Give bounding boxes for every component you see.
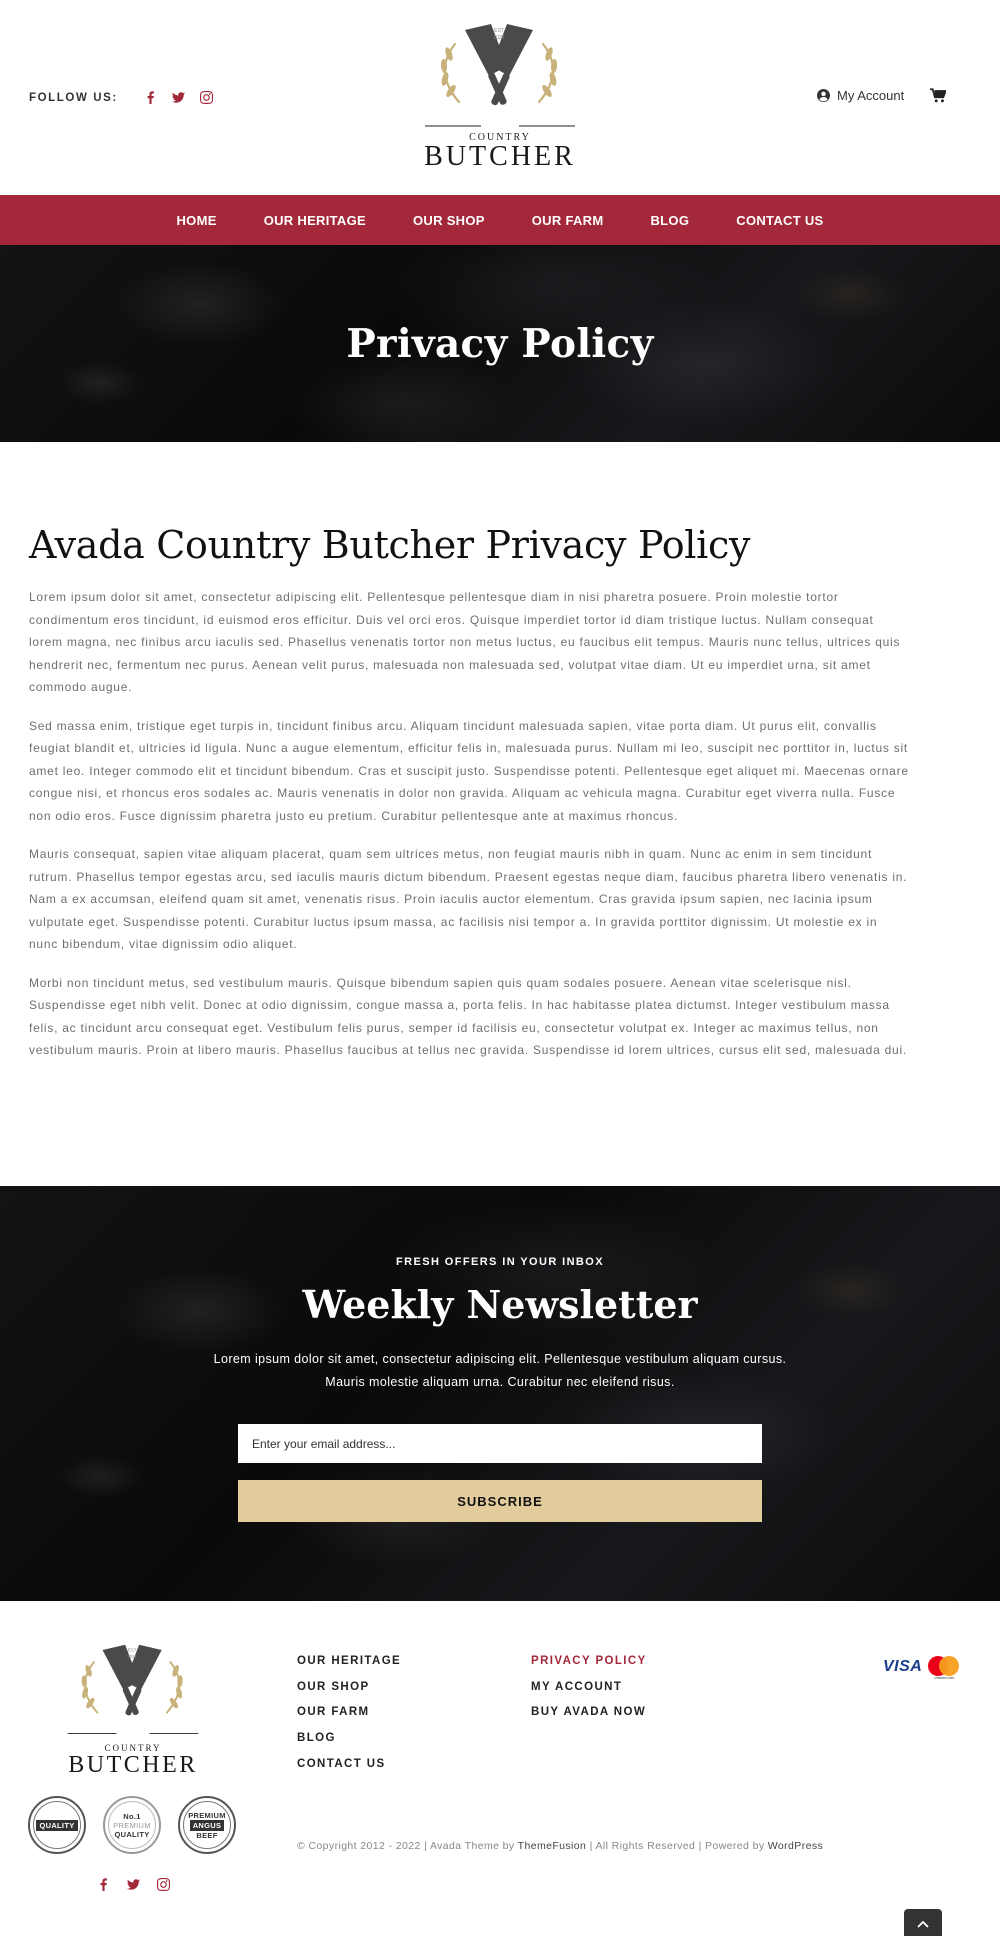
visa-icon: VISA xyxy=(883,1658,923,1675)
twitter-icon[interactable] xyxy=(127,1878,141,1891)
badge-ring xyxy=(183,1801,231,1849)
logo-country: COUNTRY xyxy=(469,132,531,143)
cart-icon[interactable] xyxy=(930,88,946,107)
my-account-link[interactable] xyxy=(817,88,904,103)
footer-social xyxy=(97,1878,171,1891)
footer-logo-country: COUNTRY xyxy=(104,1743,162,1753)
instagram-icon[interactable] xyxy=(157,1878,171,1891)
footer-link-my-account[interactable]: MY ACCOUNT xyxy=(531,1680,623,1693)
newsletter-text xyxy=(190,1348,810,1394)
mastercard-label: mastercard xyxy=(934,1675,955,1680)
badge-top: PREMIUM xyxy=(188,1810,226,1820)
cleaver-logo-icon xyxy=(415,22,585,130)
cleaver-logo-icon xyxy=(58,1643,208,1737)
copyright-prefix: © Copyright 2012 - 2022 | Avada Theme by xyxy=(297,1840,518,1852)
quality-badge xyxy=(28,1796,86,1854)
follow-us xyxy=(29,91,214,104)
nav-home[interactable]: HOME xyxy=(176,212,217,228)
angus-beef-badge xyxy=(178,1796,236,1854)
newsletter-text-line1: Lorem ipsum dolor sit amet, consectetur adipiscing elit. Pellentesque vestibulum aliquam cursus. xyxy=(213,1352,787,1366)
wordpress-link[interactable]: WordPress xyxy=(767,1840,824,1852)
nav-contact-us[interactable]: CONTACT US xyxy=(736,212,824,228)
payment-methods xyxy=(883,1656,960,1678)
nav-our-heritage[interactable]: OUR HERITAGE xyxy=(263,212,366,228)
subscribe-button[interactable]: SUBSCRIBE xyxy=(238,1480,762,1522)
footer-link-our-heritage[interactable]: OUR HERITAGE xyxy=(297,1655,402,1667)
main-nav xyxy=(0,195,1000,245)
badge-top: No.1 xyxy=(123,1811,141,1821)
footer-links-col2 xyxy=(531,1649,647,1726)
nav-blog[interactable]: BLOG xyxy=(650,212,690,228)
my-account-label: My Account xyxy=(837,88,905,103)
newsletter-email-input[interactable] xyxy=(238,1424,762,1463)
badge-bottom: QUALITY xyxy=(114,1829,150,1839)
facebook-icon[interactable] xyxy=(144,91,158,104)
svg-text:2021: 2021 xyxy=(127,1653,137,1659)
svg-text:EST: EST xyxy=(127,1647,137,1653)
header-social xyxy=(144,91,214,104)
instagram-icon[interactable] xyxy=(200,91,214,104)
logo-butcher: BUTCHER xyxy=(424,141,576,172)
site-footer xyxy=(0,1601,1000,1936)
newsletter-text-line2: Mauris molestie aliquam urna. Curabitur nec eleifend risus. xyxy=(325,1375,675,1389)
back-to-top-button[interactable] xyxy=(904,1909,942,1936)
badge-bottom: BEEF xyxy=(196,1830,218,1840)
site-header xyxy=(0,0,1000,195)
badge-label: ANGUS xyxy=(190,1820,225,1831)
newsletter-section xyxy=(0,1186,1000,1601)
footer-link-buy-avada[interactable]: BUY AVADA NOW xyxy=(531,1706,647,1719)
nav-our-shop[interactable]: OUR SHOP xyxy=(413,212,485,228)
quality-badges xyxy=(28,1796,236,1854)
footer-link-our-farm[interactable]: OUR FARM xyxy=(297,1706,370,1719)
footer-logo-butcher: BUTCHER xyxy=(68,1752,198,1778)
page-hero xyxy=(0,245,1000,442)
badge-label: QUALITY xyxy=(36,1820,77,1831)
copyright-middle: | All Rights Reserved | Powered by xyxy=(586,1840,768,1852)
mastercard-icon xyxy=(928,1656,960,1678)
svg-text:2021: 2021 xyxy=(493,35,505,41)
premium-quality-badge xyxy=(103,1796,161,1854)
policy-paragraph: Mauris consequat, sapien vitae aliquam placerat, quam sem ultrices metus, non feugiat mauris nibh in quam. Nunc ac enim in sem tincidunt rutrum. Phasellus tempor egestas arcu, sed iaculis mauris dictum bibendum. Praesent egestas neque diam, faucibus pharetra libero venenatis in. Nam a ex accumsan, eleifend quam sit amet, venenatis risus. Proin iaculis auctor elementum. Cras gravida ipsum sapien, nec lacinia ipsum vulputate eget. Suspendisse potenti. Curabitur luctus ipsum massa, ac facilisis nisi tempor a. In gravida porttitor dignissim. Ut molestie ex in nunc bibendum, vitae dignissim odio aliquet. xyxy=(29,847,908,951)
copyright-text xyxy=(297,1840,823,1852)
chevron-up-icon xyxy=(917,1920,929,1928)
follow-us-label: FOLLOW US: xyxy=(29,91,118,104)
twitter-icon[interactable] xyxy=(172,91,186,104)
footer-link-privacy-policy[interactable]: PRIVACY POLICY xyxy=(531,1655,647,1667)
footer-link-our-shop[interactable]: OUR SHOP xyxy=(297,1680,370,1693)
themefusion-link[interactable]: ThemeFusion xyxy=(517,1840,587,1852)
footer-logo[interactable] xyxy=(58,1643,208,1777)
user-circle-icon xyxy=(817,89,830,102)
footer-link-blog[interactable]: BLOG xyxy=(297,1732,336,1745)
policy-content xyxy=(29,520,909,1078)
newsletter-title: Weekly Newsletter xyxy=(302,1282,698,1327)
policy-paragraph: Lorem ipsum dolor sit amet, consectetur adipiscing elit. Pellentesque pellentesque diam in nisi pharetra posuere. Proin molestie tortor condimentum eros tincidunt, id euismod eros efficitur. Duis vel orci eros. Quisque imperdiet tortor id diam tristique luctus. Nullam consequat lorem magna, nec finibus arcu iaculis sed. Phasellus venenatis tortor non metus luctus, eu faucibus elit tempus. Mauris nunc tellus, ultrices quis hendrerit nec, fermentum nec purus. Aenean velit purus, malesuada non malesuada sed, volutpat vitae diam. Ut eu imperdiet urna, sit amet commodo augue. xyxy=(29,590,901,694)
policy-paragraph: Morbi non tincidunt metus, sed vestibulum mauris. Quisque bibendum sapien quis quam sodales posuere. Aenean vitae scelerisque nisl. Suspendisse eget nibh velit. Donec at odio dignissim, congue massa a, porta felis. In hac habitasse platea dictumst. Integer vestibulum massa felis, ac tincidunt arcu consequat eget. Vestibulum felis purus, semper id facilisis eu, consectetur volutpat ex. Integer ac maximus tellus, non vestibulum mauris. Proin at libero mauris. Phasellus faucibus at tellus nec gravida. Suspendisse id lorem ultrices, cursus elit sed, malesuada dui. xyxy=(29,975,907,1057)
footer-link-contact-us[interactable]: CONTACT US xyxy=(297,1757,386,1770)
facebook-icon[interactable] xyxy=(97,1878,111,1891)
footer-links-col1 xyxy=(297,1649,401,1778)
badge-label: PREMIUM xyxy=(113,1820,151,1830)
policy-heading: Avada Country Butcher Privacy Policy xyxy=(29,523,751,567)
site-logo[interactable] xyxy=(410,22,590,172)
policy-paragraph: Sed massa enim, tristique eget turpis in, tincidunt finibus arcu. Aliquam tincidunt malesuada sapien, vitae porta diam. Ut purus elit, convallis feugiat blandit et, ultricies id ligula. Nunc a augue elementum, efficitur felis in, malesuada purus. Nullam mi leo, suscipit nec porttitor in, luctus sit amet leo. Integer commodo elit et tincidunt bibendum. Cras et suscipit justo. Suspendisse potenti. Pellentesque eget aliquet mi. Maecenas ornare congue nisi, et rhoncus eros sodales ac. Mauris venenatis in dolor non gravida. Aliquam ac vehicula magna. Curabitur eget viverra nulla. Fusce non odio eros. Fusce dignissim pharetra justo eu pretium. Curabitur pellentesque ante at maximus rhoncus. xyxy=(29,718,909,823)
page-title: Privacy Policy xyxy=(346,320,654,367)
nav-our-farm[interactable]: OUR FARM xyxy=(531,212,604,228)
badge-ring xyxy=(33,1801,81,1849)
newsletter-eyebrow: FRESH OFFERS IN YOUR INBOX xyxy=(396,1256,604,1268)
badge-ring xyxy=(108,1801,156,1849)
svg-text:EST: EST xyxy=(494,28,504,34)
